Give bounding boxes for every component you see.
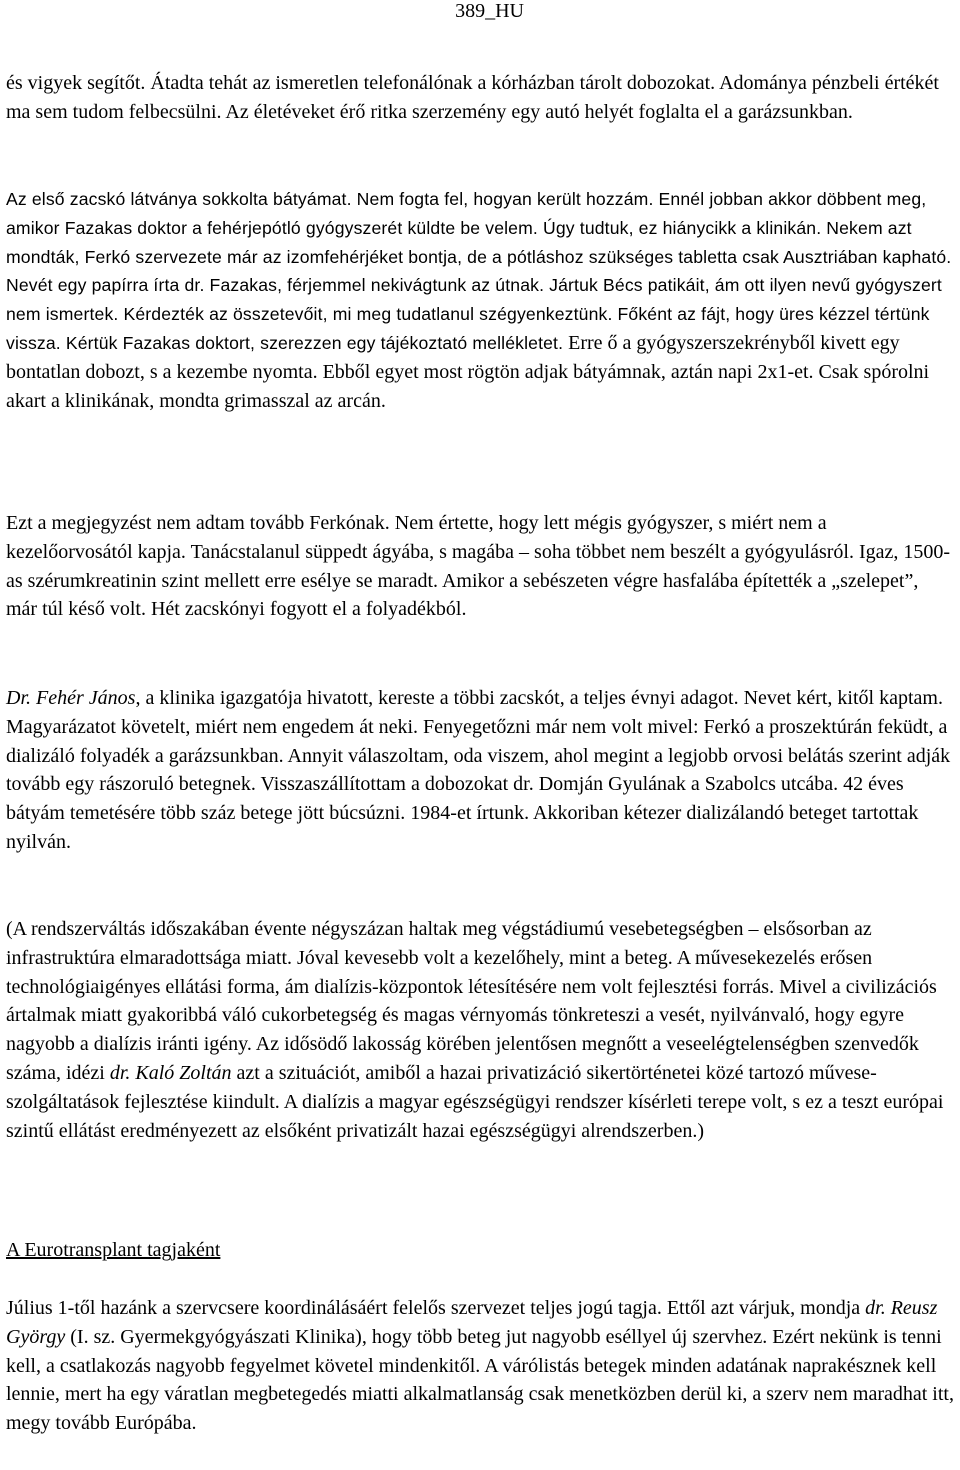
- paragraph-5-text-before: (A rendszerváltás időszakában évente négyszázan haltak meg végstádiumú vesebetegségben – elsősorban az infrastruktúra elmaradottsága miatt. Jóval kevesebb volt a kezelőhely, mint a beteg. A művesekezelés erősen technológiaigényes ellátási forma, ám dialízis-központok létesítésére nem volt fejlesztési forrás. Mivel a civilizációs ártalmak miatt gyakoribbá váló cukorbetegség és magas vérnyomás tönkreteszi a vesét, nyilvánvaló, hogy egyre nagyobb a dialízis iránti igény. Az idősödő lakosság körében jelentősen megnőtt a veseelégtelenségben szenvedők száma, idézi: [6, 918, 937, 1084]
- paragraph-5-name: dr. Kaló Zoltán: [109, 1061, 232, 1084]
- paragraph-4-name: Fehér János: [36, 687, 136, 709]
- paragraph-6: [6, 1294, 954, 1438]
- paragraph-3: Ezt a megjegyzést nem adtam tovább Ferkónak. Nem értette, hogy lett mégis gyógyszer, s miért nem a kezelőorvosától kapja. Tanácstalanul süppedt ágyába, s magába – soha többet nem beszélt a gyógyulásról. Igaz, 1500-as szérumkreatinin szint mellett erre esélye se maradt. Amikor a sebészeten végre hasfalába építették a „szelepet”, már túl késő volt. Hét zacskónyi fogyott el a folyadékból.: [6, 512, 951, 621]
- page-number: 389_HU: [455, 0, 524, 22]
- paragraph-2-sans-part: Az első zacskó látványa sokkolta bátyámat. Nem fogta fel, hogyan került hozzám. Ennél jobban akkor döbbent meg, amikor Fazakas doktor a fehérjepótló gyógyszerét küldte be velem. Úgy tudtuk, ez hiánycikk a klinikán. Nekem azt mondták, Ferkó szervezete már az izomfehérjéket bontja, de a pótláshoz szükséges tabletta csak Ausztriában kapható. Nevét egy papírra írta dr. Fazakas, férjemmel nekivágtunk az útnak. Jártuk Bécs patikáit, ám ott ilyen nevű gyógyszert nem ismertek. Kérdezték az összetevőit, mi meg tudatlanul szégyenkeztünk. Főként az fájt, hogy üres kézzel tértünk vissza. Kértük Fazakas doktort, szerezzen egy tájékoztató mellékletet.: [6, 189, 952, 353]
- paragraph-2-serif-part: Erre ő a gyógyszerszekrényből kivett egy bontatlan dobozt, s a kezembe nyomta. Ebből egyet most rögtön adjak bátyámnak, aztán napi 2x1-et. Csak spórolni akart a klinikának, mondta grimasszal az arcán.: [6, 331, 930, 412]
- paragraph-1: és vigyek segítőt. Átadta tehát az ismeretlen telefonálónak a kórházban tárolt dobozokat. Adománya pénzbeli értékét ma sem tudom felbecsülni. Az életéveket érő ritka szerzemény egy autó helyét foglalta el a garázsunkban.: [6, 72, 939, 123]
- paragraph-5: [6, 915, 954, 1145]
- paragraph-4-text: , a klinika igazgatója hivatott, kereste a többi zacskót, a teljes évnyi adagot. Nevet kért, kitől kaptam. Magyarázatot követelt, miért nem engedem át neki. Fenyegetőzni már nem volt mivel: Ferkó a proszektúrán feküdt, a dializáló folyadék a garázsunkban. Annyit válaszoltam, oda viszem, ahol megint a legjobb orvosi belátás szerint adják tovább egy rászoruló betegnek. Visszaszállítottam a dobozokat dr. Domján Gyulának a Szabolcs utcába. 42 éves bátyám temetésére több száz betege jött búcsúzni. 1984-et írtunk. Akkoriban kétezer dializálandó beteget tartottak nyilván.: [6, 687, 951, 853]
- paragraph-5-text-after: azt a szituációt, amiből a hazai privatizáció sikertörténetei közé tartozó művese-szolgáltatások fejlesztése kiindult. A dialízis a magyar egészségügyi rendszer kísérleti terepe volt, s ez a teszt európai szintű ellátást eredményezett az elsőként privatizált hazai egészségügyi alrendszerben.): [6, 1061, 944, 1142]
- section-heading: A Eurotransplant tagjaként: [6, 1239, 221, 1261]
- paragraph-4: [6, 684, 954, 857]
- paragraph-6-text-before: Július 1-től hazánk a szervcsere koordinálásáért felelős szervezet teljes jogú tagja. Ettől azt várjuk, mondja: [6, 1297, 866, 1319]
- paragraph-4-name-prefix: Dr.: [6, 687, 37, 709]
- paragraph-2: [6, 185, 954, 415]
- paragraph-6-name: dr. Reusz György: [6, 1297, 938, 1348]
- paragraph-6-text-after: (I. sz. Gyermekgyógyászati Klinika), hogy több beteg jut nagyobb eséllyel új szervhez. Ezért nekünk is tenni kell, a csatlakozás nagyobb fegyelmet követel mindenkitől. A várólistás betegek minden adatának naprakésznek kell lennie, mert ha egy váratlan megbetegedés miatti alkalmatlanság csak menetközben derül ki, a szerv nem maradhat itt, megy tovább Európába.: [6, 1325, 954, 1435]
